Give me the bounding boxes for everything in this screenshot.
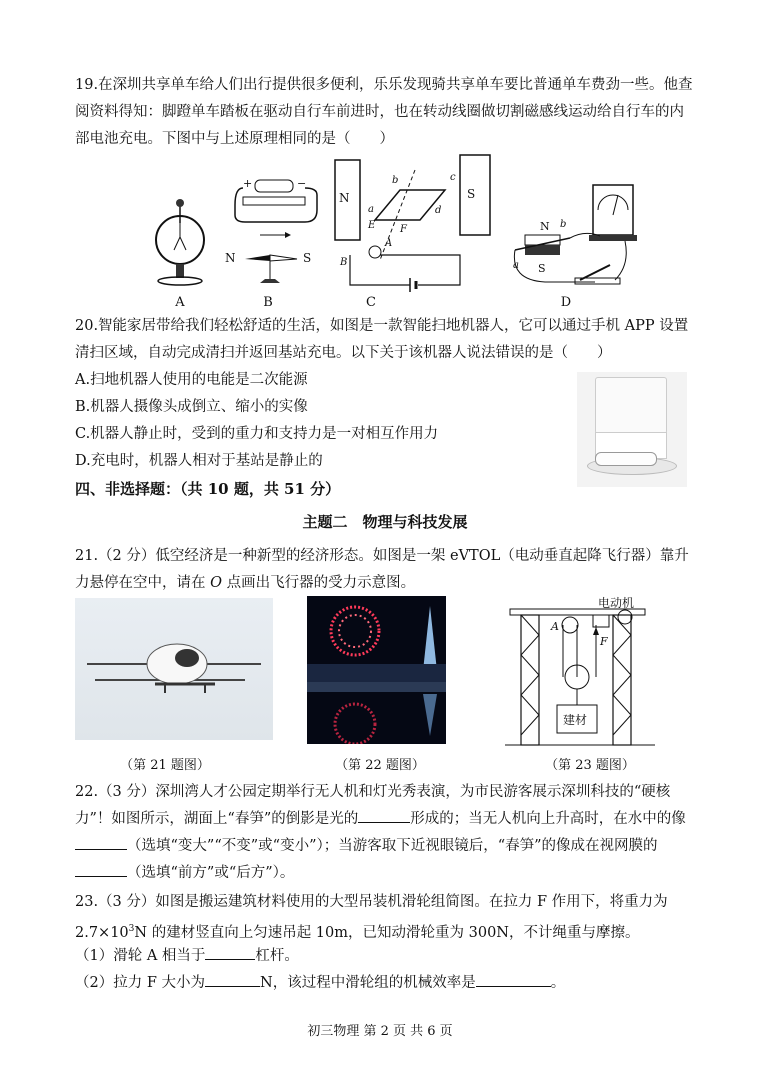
question-20-text: 20.智能家居带给我们轻松舒适的生活，如图是一款智能扫地机器人，它可以通过手机 APP 设置清扫区域，自动完成清扫并返回基站充电。以下关于该机器人说法错误的是（ ） <box>75 318 689 361</box>
question-22-text: 22.（3 分）深圳湾人才公园定期举行无人机和灯光秀表演，为市民游客展示深圳科技的“硬核力”！如图所示，湖面上“春笋”的倒影是光的 形成的；当无人机向上升高时，在水中的像（选填“变大”“不变”或“变小”）；当游客取下近视眼镜后，“春笋”的像成在视网膜的（选填“前方”或“后方”）。 <box>75 784 686 881</box>
q22-blank-2[interactable] <box>75 834 127 850</box>
q22-blank-1[interactable] <box>358 807 410 823</box>
figure-b-n-label: N <box>225 251 236 265</box>
figure-b-label: B <box>263 295 273 310</box>
load-label: 建材 <box>563 713 588 727</box>
svg-text:a: a <box>368 204 374 215</box>
question-21-text: 21.（2 分）低空经济是一种新型的经济形态。如图是一架 eVTOL（电动垂直起降飞行器）靠升力悬停在空中，请在 O 点画出飞行器的受力示意图。 <box>75 548 689 591</box>
question-20-option-b: B.机器人摄像头成倒立、缩小的实像 <box>75 399 308 415</box>
pulley-a-label: A <box>551 620 559 633</box>
motor-label: 电动机 <box>598 596 635 610</box>
caption-fig-21: （第 21 题图） <box>120 758 210 773</box>
topic-heading: 主题二 物理与科技发展 <box>302 513 468 531</box>
section-4-heading: 四、非选择题：（共 10 题，共 51 分） <box>75 480 341 498</box>
svg-text:−: − <box>297 177 307 190</box>
question-23-part-2: （2）拉力 F 大小为 N，该过程中滑轮组的机械效率是 。 <box>75 970 695 997</box>
svg-text:b: b <box>560 219 567 230</box>
q22-blank-3[interactable] <box>75 861 127 877</box>
drone-show-photo <box>307 596 446 744</box>
svg-text:A: A <box>385 238 393 249</box>
question-19-text: 19.在深圳共享单车给人们出行提供很多便利，乐乐发现骑共享单车要比普通单车费劲一些。他查阅资料得知：脚蹬单车踏板在驱动自行车前进时，也在转动线圈做切割磁感线运动给自行车的内部电池充电。下图中与上述原理相同的是（ ） <box>75 77 693 147</box>
svg-text:c: c <box>450 172 456 183</box>
caption-fig-23: （第 23 题图） <box>545 758 635 773</box>
svg-text:S: S <box>467 187 476 201</box>
figure-c-coil-in-field <box>330 150 500 295</box>
page-footer: 初三物理 第 2 页 共 6 页 <box>307 1024 453 1039</box>
svg-text:b: b <box>392 175 399 186</box>
caption-fig-22: （第 22 题图） <box>335 758 425 773</box>
figure-c-label: C <box>366 295 376 310</box>
question-23-text: 23.（3 分）如图是搬运建筑材料使用的大型吊装机滑轮组简图。在拉力 F 作用下，将重力为 $2.7\times 10^3N$ 的建材竖直向上匀速吊起 10m，已知动滑轮重为 300N，不计绳重与摩擦。 <box>75 894 668 941</box>
question-23-part-1: （1）滑轮 A 相当于 杠杆。 <box>75 943 695 970</box>
svg-text:+: + <box>243 177 253 190</box>
svg-text:S: S <box>538 262 546 275</box>
figure-a-electroscope <box>150 195 210 290</box>
svg-text:a: a <box>513 260 519 271</box>
question-20-option-a: A.扫地机器人使用的电能是二次能源 <box>75 372 308 388</box>
svg-text:N: N <box>540 220 550 233</box>
figure-d-induction <box>505 180 645 290</box>
evtol-photo <box>75 598 273 740</box>
figure-d-label: D <box>560 295 572 310</box>
figure-b-oersted <box>225 175 325 290</box>
force-f-label: F <box>600 635 608 648</box>
robot-vacuum-photo <box>577 372 687 487</box>
question-20-option-d: D.充电时，机器人相对于基站是静止的 <box>75 453 323 469</box>
q23-blank-2[interactable] <box>205 971 260 987</box>
svg-text:N: N <box>339 191 350 205</box>
figure-a-label: A <box>175 295 185 310</box>
crane-pulley-diagram <box>505 595 665 750</box>
figure-b-s-label: S <box>303 251 312 265</box>
svg-text:E: E <box>368 220 376 231</box>
svg-text:d: d <box>435 205 442 216</box>
q23-blank-3[interactable] <box>476 971 551 987</box>
question-20-option-c: C.机器人静止时，受到的重力和支持力是一对相互作用力 <box>75 426 439 442</box>
svg-text:F: F <box>400 224 407 235</box>
q23-blank-1[interactable] <box>205 944 255 960</box>
svg-text:B: B <box>340 257 348 268</box>
